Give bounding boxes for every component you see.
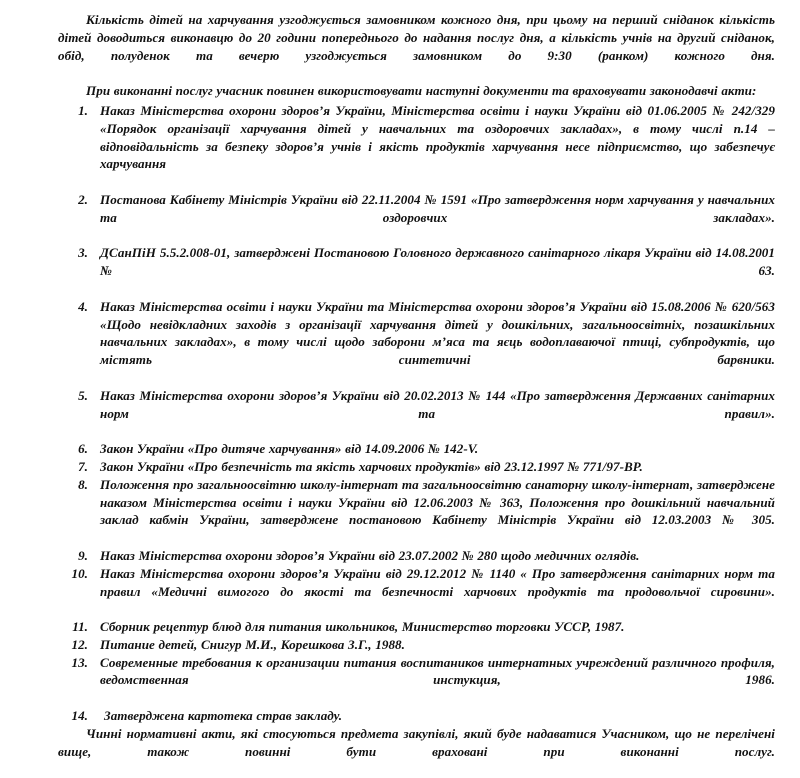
list-item-text: ДСанПіН 5.5.2.008-01, затверджені Постановою Головного державного санітарного лікаря України від 14.08.2001 № 63. (100, 245, 775, 279)
list-item (58, 707, 775, 725)
list-item-text: Закон України «Про дитяче харчування» від 14.09.2006 № 142-V. (100, 441, 479, 457)
list-item-number: 7. (78, 458, 88, 474)
list-item (58, 440, 775, 458)
list-item (58, 458, 775, 476)
list-item (58, 565, 775, 618)
list-item-number: 5. (78, 387, 88, 403)
list-item-text: Сборник рецептур блюд для питания школьников, Министерство торговки УССР, 1987. (100, 619, 625, 635)
list-item (58, 298, 775, 387)
list-item-text: Закон України «Про безпечність та якість харчових продуктів» від 23.12.1997 № 771/97-ВР. (100, 458, 643, 474)
list-item (58, 102, 775, 191)
list-item (58, 618, 775, 636)
list-item-number: 12. (71, 636, 88, 652)
list-item-text: Питание детей, Снигур М.И., Корешкова З.Г., 1988. (100, 636, 405, 652)
list-item-text: Наказ Міністерства охорони здоров’я України від 20.02.2013 № 144 «Про затвердження Державних санітарних норм та правил». (100, 387, 775, 421)
list-item-number: 8. (78, 476, 88, 492)
list-item-number: 2. (78, 191, 88, 207)
list-item-text: Наказ Міністерства охорони здоров’я України від 29.12.2012 № 1140 « Про затвердження санітарних норм та правил «Медичні вимогого до якості та безпечності харчових продуктів та продовольчої сировини». (100, 565, 775, 599)
list-item-text: Наказ Міністерства освіти і науки України та Міністерства охорони здоров’я України від 15.08.2006 № 620/563 «Щодо невідкладних заходів з організації харчування дітей у дошкільних, загальноосвітніх, позашкільних навчальних закладах», в тому числі щодо заборони м’яса та яєць водоплаваючої птиці, субпродуктів, що містять синтетичні барвники. (100, 298, 775, 368)
list-item (58, 476, 775, 547)
list-item-number: 14. (71, 708, 88, 724)
list-item (58, 654, 775, 707)
list-item-number: 1. (78, 102, 88, 118)
list-item-number: 11. (72, 619, 88, 635)
list-item (58, 387, 775, 440)
list-item-text: Наказ Міністерства охорони здоров’я України від 23.07.2002 № 280 щодо медичних оглядів. (100, 547, 640, 563)
list-item-text: Постанова Кабінету Міністрів України від 22.11.2004 № 1591 «Про затвердження норм харчування у навчальних та оздоровчих закладах». (100, 191, 775, 225)
intro-paragraph-2: При виконанні послуг учасник повинен використовувати наступні документи та враховувати законодавчі акти: (86, 83, 757, 99)
list-item-number: 9. (78, 547, 88, 563)
list-item (58, 191, 775, 244)
list-item-number: 13. (71, 654, 88, 670)
list-item-text: Положення про загальноосвітню школу-інтернат та загальноосвітню санаторну школу-інтернат, затверджене наказом Міністерства освіти і науки України від 12.06.2003 № 363, Положення про дошкільний навчальний заклад кабмін України, затверджене постановою Кабінету Міністрів України від 12.03.2003 № 305. (100, 476, 775, 528)
document-body (58, 11, 775, 778)
list-item-number: 10. (71, 565, 88, 581)
list-item-text: Наказ Міністерства охорони здоров’я України, Міністерства освіти і науки України від 01.06.2005 № 242/329 «Порядок організації харчування дітей у навчальних та оздоровчих закладах», в тому числі п.14 – відповідальність за безпеку здоров’я учнів і якість продуктів харчування несе підприємство, що забезпечує харчування (100, 102, 775, 172)
list-item-text: Современные требования к организации питания воспитаников интернатных учреждений различного профиля, ведомственная инстукция, 1986. (100, 654, 775, 688)
list-item (58, 547, 775, 565)
list-item-number: 6. (78, 441, 88, 457)
list-item-number: 4. (78, 298, 88, 314)
list-item (58, 244, 775, 297)
list-item (58, 636, 775, 654)
closing-paragraph: Чинні нормативні акти, які стосуються предмета закупівлі, який буде надаватися Учасником, що не перелічені вище, також повинні бути враховані при виконанні послуг. (58, 725, 775, 759)
list-item-number: 3. (78, 245, 88, 261)
intro-paragraph-1: Кількість дітей на харчування узгоджується замовником кожного дня, при цьому на перший сніданок кількість дітей доводиться виконавцю до 20 години попереднього до надання послуг дня, а кількість учнів на другий сніданок, обід, полуденок та вечерю узгоджується замовником до 9:30 (ранком) кожного дня. (58, 12, 775, 63)
list-item-text: Затверджена картотека страв закладу. (104, 708, 343, 724)
legal-documents-list (58, 102, 775, 725)
